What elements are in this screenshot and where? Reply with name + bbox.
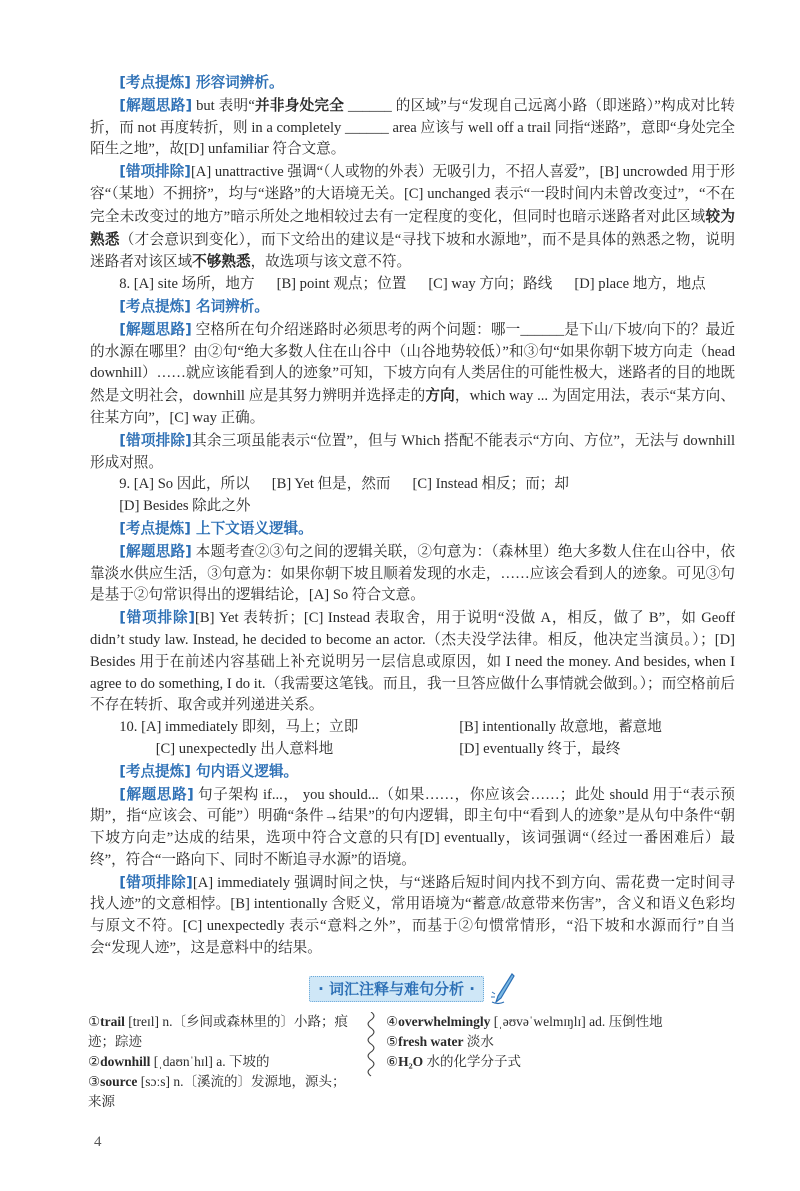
vocab-definition: [ˌəʊvəˈwelmɪŋlɪ] ad. 压倒性地 bbox=[490, 1013, 663, 1029]
explanation-paragraph bbox=[90, 607, 735, 717]
option-item: [B] Yet 但是，然而 bbox=[271, 476, 391, 493]
vocab-definition: [treɪl] n.〔乡间或森林里的〕小路；痕迹；踪迹 bbox=[88, 1013, 348, 1049]
explanation-paragraph bbox=[90, 72, 735, 95]
vocab-word: trail bbox=[100, 1013, 125, 1029]
vocabulary-list bbox=[88, 1012, 738, 1112]
vocab-number: ① bbox=[88, 1013, 101, 1029]
option-item: [B] intentionally 故意地，蓄意地 bbox=[459, 719, 662, 736]
section-label: [错项排除] bbox=[119, 609, 196, 627]
paragraph-text: 较为熟悉 bbox=[90, 207, 735, 248]
explanation-paragraph bbox=[90, 518, 735, 541]
vocab-number: ⑥ bbox=[386, 1053, 399, 1069]
option-item: 10. [A] immediately 即刻，马上；立即 bbox=[119, 719, 359, 736]
option-item: 8. [A] site 场所，地方 bbox=[119, 276, 255, 293]
option-item: [B] point 观点；位置 bbox=[276, 276, 407, 293]
paragraph-text: but 表明“ bbox=[192, 97, 255, 114]
section-topic: 形容词辨析。 bbox=[190, 74, 284, 91]
vocab-entry bbox=[88, 1052, 356, 1072]
vocab-number: ⑤ bbox=[386, 1033, 399, 1049]
explanation-paragraph bbox=[90, 872, 735, 960]
section-topic: 名词辨析。 bbox=[190, 297, 269, 315]
section-label: [考点提炼] bbox=[119, 74, 191, 91]
vocab-number: ② bbox=[88, 1053, 101, 1069]
paragraph-text: ，which way ... 为固定用法，表示“某方向、往某方向”，[C] way 正确。 bbox=[90, 388, 735, 426]
answer-options bbox=[90, 717, 735, 761]
option-item: [D] place 地方，地点 bbox=[574, 276, 706, 293]
section-label: [考点提炼] bbox=[119, 519, 191, 537]
section-label: [解题思路] bbox=[119, 542, 192, 560]
section-banner: · 词汇注释与难句分析 · bbox=[309, 976, 484, 1002]
answer-options bbox=[90, 274, 735, 296]
section-label: [错项排除] bbox=[119, 431, 192, 449]
paragraph-text: ______ 的区域”与“发现自己远离小路（即迷路）”构成对比转折，而 not 再度转折，则 in a completely ______ area 应该与 well off a trail 同指“迷路”，意即“身处完全陌生之地”，故[D] unfamiliar 符合文意。 bbox=[90, 97, 735, 158]
option-item: [C] way 方向；路线 bbox=[428, 276, 553, 293]
vocab-entry bbox=[386, 1052, 738, 1072]
paragraph-text: 不够熟悉 bbox=[192, 253, 251, 271]
section-label: [错项排除] bbox=[119, 873, 193, 891]
section-label: [解题思路] bbox=[119, 320, 192, 338]
paragraph-text: ，故选项与该文意不符。 bbox=[250, 254, 412, 271]
paragraph-text: （才会意识到变化），而下文给出的建议是“寻找下坡和水源地”，而不是具体的熟悉之物，说明迷路者对该区域 bbox=[90, 231, 735, 271]
paragraph-text: 方向 bbox=[425, 387, 455, 405]
paragraph-text: 空格所在句介绍迷路时必须思考的两个问题：哪一______是下山/下坡/向下的？最近的水源在哪里？由②句“绝大多数人住在山谷中（山谷地势较低）”和③句“如果你朝下坡方向走（head downhill）……就应该能看到人的迹象”可知，下坡方向有人类居住的可能性极大，迷路者的目的地既然是文明社会，downhill 应是其努力辨明并选择走的 bbox=[90, 321, 736, 405]
vocab-word: downhill bbox=[100, 1053, 151, 1069]
section-label: [考点提炼] bbox=[119, 762, 191, 780]
vocab-definition: [sɔːs] n.〔溪流的〕发源地，源头；来源 bbox=[88, 1073, 346, 1109]
section-label: [解题思路] bbox=[119, 785, 194, 803]
section-topic: 句内语义逻辑。 bbox=[190, 762, 299, 780]
paragraph-text: 句子架构 if...， you should...（如果……，你应该会……；此处 should 用于“表示预期”，指“应该会、可能”）明确“条件→结果”的句内逻辑，即主句中“看到人的迹象”是从句中条件“朝下坡方向走”达成的结果，选项中符合文意的只有[D] eventually，该词强调“（经过一番困难后）最终”，符合“一路向下、同时不断追寻水源”的语境。 bbox=[90, 786, 735, 868]
explanation-paragraph bbox=[90, 296, 735, 319]
vocab-word: H₂O bbox=[398, 1053, 424, 1069]
explanation-paragraph bbox=[90, 430, 735, 475]
explanation-content bbox=[90, 72, 735, 960]
paragraph-text: 本题考查②③句之间的逻辑关联，②句意为：（森林里）绝大多数人住在山谷中，依靠淡水供应生活，③句意为：如果你朝下坡且顺着发现的水走，……应该会看到人的迹象。可见③句是基于②句常识得出的逻辑结论，[A] So 符合文意。 bbox=[90, 543, 735, 604]
paragraph-text: 并非身处完全 bbox=[254, 96, 345, 114]
explanation-paragraph bbox=[90, 95, 735, 161]
vocab-number: ④ bbox=[386, 1013, 399, 1029]
explanation-paragraph bbox=[90, 319, 735, 430]
vocab-word: overwhelmingly bbox=[398, 1013, 491, 1029]
explanation-paragraph bbox=[90, 161, 735, 274]
vocab-number: ③ bbox=[88, 1073, 101, 1089]
paragraph-text: [A] immediately 强调时间之快，与“迷路后短时间内找不到方向、需花费一定时间寻找人迹”的文意相悖。[B] intentionally 含贬义，常用语境为“蓄意/故意带来伤害”，含义和语义色彩均与原文不符。[C] unexpectedly 表示“意料之外”，而基于②句惯常情形，“沿下坡和水源而行”自当会“发现人迹”，这是意料中的结果。 bbox=[90, 874, 736, 957]
vocab-word: source bbox=[100, 1073, 138, 1089]
option-item: [D] eventually 终于，最终 bbox=[459, 740, 621, 757]
pen-icon bbox=[490, 972, 516, 1006]
vocab-entry bbox=[386, 1012, 738, 1032]
answer-options bbox=[90, 474, 735, 518]
section-label: [考点提炼] bbox=[119, 297, 191, 315]
paragraph-text: [B] Yet 表转折；[C] Instead 表取舍，用于说明“没做 A，相反，做了 B”，如 Geoff didn’t study law. Instead, he decided to become an actor.（杰夫没学法律。相反，他决定当演员。）；[D] Besides 用于在前述内容基础上补充说明另一层信息或原因，如 I need the money. And besides, when I agree to do something, I do it.（我需要这笔钱。而且，我一旦答应做什么事情就会做到。）；而空格前后不存在转折、取舍或并列递进关系。 bbox=[90, 610, 735, 714]
option-item: [C] Instead 相反；而；却 bbox=[412, 476, 569, 493]
vocab-definition: [ˌdaʊnˈhɪl] a. 下坡的 bbox=[150, 1053, 270, 1069]
section-topic: 上下文语义逻辑。 bbox=[190, 519, 313, 537]
section-label: [错项排除] bbox=[119, 163, 191, 181]
option-item: [D] Besides 除此之外 bbox=[119, 498, 251, 515]
explanation-paragraph bbox=[90, 784, 735, 872]
vocab-word: fresh water bbox=[398, 1033, 464, 1049]
option-item: [C] unexpectedly 出人意料地 bbox=[155, 740, 334, 757]
vocab-entry bbox=[88, 1012, 356, 1052]
vocab-definition: 水的化学分子式 bbox=[423, 1053, 522, 1069]
explanation-paragraph bbox=[90, 541, 735, 607]
page-number: 4 bbox=[94, 1133, 102, 1150]
section-label: [解题思路] bbox=[119, 96, 193, 114]
vocab-column-right bbox=[386, 1012, 738, 1112]
section-banner-row bbox=[90, 972, 735, 1006]
paragraph-text: [A] unattractive 强调“（人或物的外表）无吸引力，不招人喜爱”，[B] uncrowded 用于形容“（某地）不拥挤”，均与“迷路”的大语境无关。[C] unchanged 表示“一段时间内未曾改变过”，“不在完全未改变过的地方”暗示所处之地相较过去有一定程度的变化，但同时也暗示迷路者对此区域 bbox=[90, 164, 736, 225]
vocab-column-left bbox=[88, 1012, 356, 1112]
wavy-divider bbox=[364, 1012, 378, 1078]
vocab-entry bbox=[386, 1032, 738, 1052]
explanation-paragraph bbox=[90, 761, 735, 784]
option-item: 9. [A] So 因此，所以 bbox=[119, 476, 250, 493]
vocab-entry bbox=[88, 1072, 356, 1112]
paragraph-text: 其余三项虽能表示“位置”，但与 Which 搭配不能表示“方向、方位”，无法与 downhill 形成对照。 bbox=[90, 432, 735, 471]
vocab-definition: 淡水 bbox=[463, 1033, 494, 1049]
